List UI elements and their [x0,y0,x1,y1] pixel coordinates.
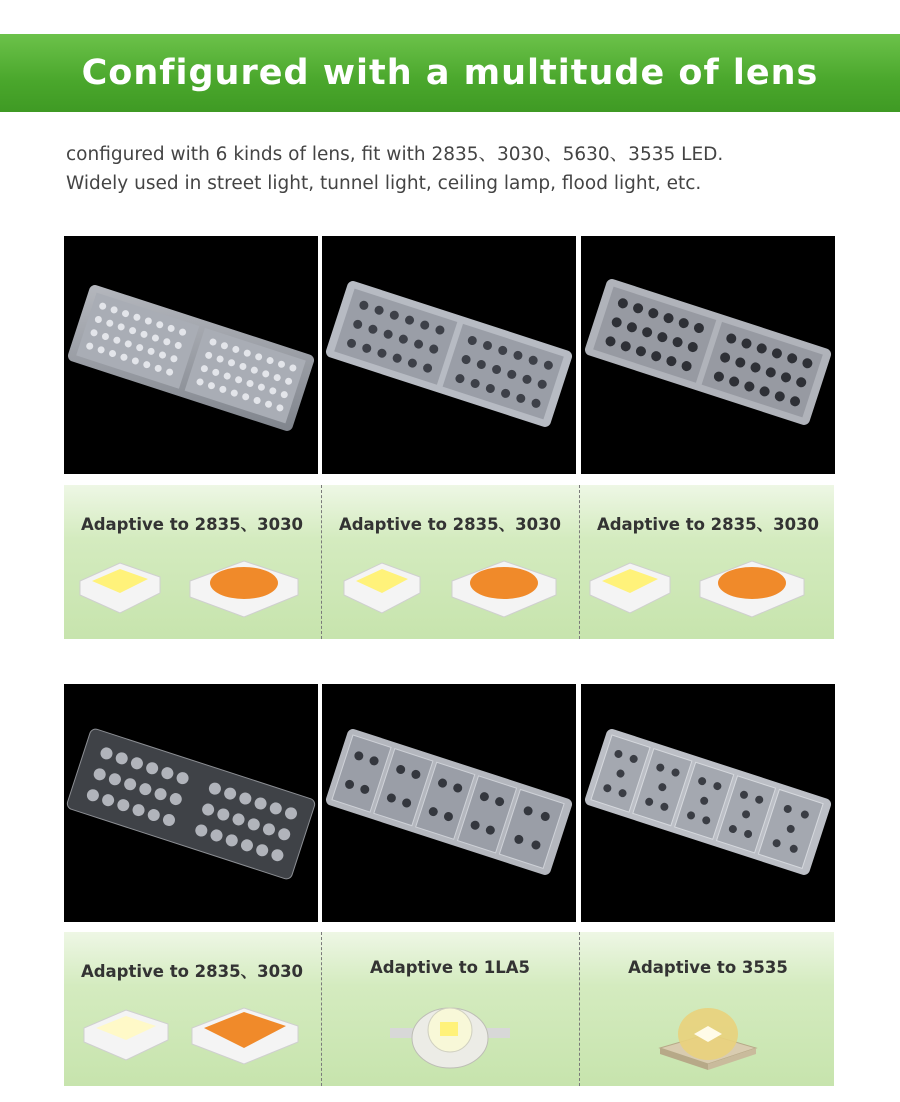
lens-module-image [581,236,835,474]
title-banner [0,34,900,112]
led-2835-chip-icon [84,1010,168,1060]
intro-line-2: Widely used in street light, tunnel light, ceiling lamp, flood light, etc. [66,173,702,194]
intro-line-1: configured with 6 kinds of lens, fit with 2835、3030、5630、3535 LED. [66,144,724,165]
led-3030-chip-icon [452,561,556,617]
lens-module-image [64,684,318,922]
led-chips [64,998,320,1078]
lens-photo-1 [64,236,318,474]
led-3535-chip-icon [660,1008,756,1070]
lens-photo-row-1 [64,236,834,474]
led-compat-row-1 [64,485,834,639]
led-chips [580,998,836,1078]
lens-module-image [64,236,318,474]
led-chips [322,998,578,1078]
lens-photo-6 [581,684,835,922]
led-compat-cell [579,485,836,639]
compat-label: Adaptive to 2835、3030 [80,962,304,981]
led-1la5-emitter-icon [390,1008,510,1068]
intro-text [66,140,866,198]
led-chips [580,551,836,631]
led-compat-cell [64,932,320,1086]
led-3030-chip-icon [192,1008,298,1064]
led-chips [64,551,320,631]
led-compat-cell [64,485,320,639]
lens-photo-3 [581,236,835,474]
lens-photo-5 [322,684,576,922]
led-compat-row-2 [64,932,834,1086]
lens-module-image [581,684,835,922]
led-compat-cell [579,932,836,1086]
lens-module-image [322,684,576,922]
lens-photo-4 [64,684,318,922]
lens-module-image [322,236,576,474]
led-3030-chip-icon [190,561,298,617]
compat-label: Adaptive to 2835、3030 [338,515,562,534]
lens-photo-2 [322,236,576,474]
compat-label: Adaptive to 2835、3030 [596,515,820,534]
compat-label: Adaptive to 2835、3030 [80,515,304,534]
led-2835-chip-icon [344,563,420,613]
lens-photo-row-2 [64,684,834,922]
led-2835-chip-icon [590,563,670,613]
led-compat-cell [321,932,578,1086]
compat-label: Adaptive to 1LA5 [370,958,530,977]
led-chips [322,551,578,631]
led-compat-cell [321,485,578,639]
banner-title: Configured with a multitude of lens [81,53,819,93]
compat-label: Adaptive to 3535 [628,958,788,977]
led-2835-chip-icon [80,563,160,613]
led-3030-chip-icon [700,561,804,617]
